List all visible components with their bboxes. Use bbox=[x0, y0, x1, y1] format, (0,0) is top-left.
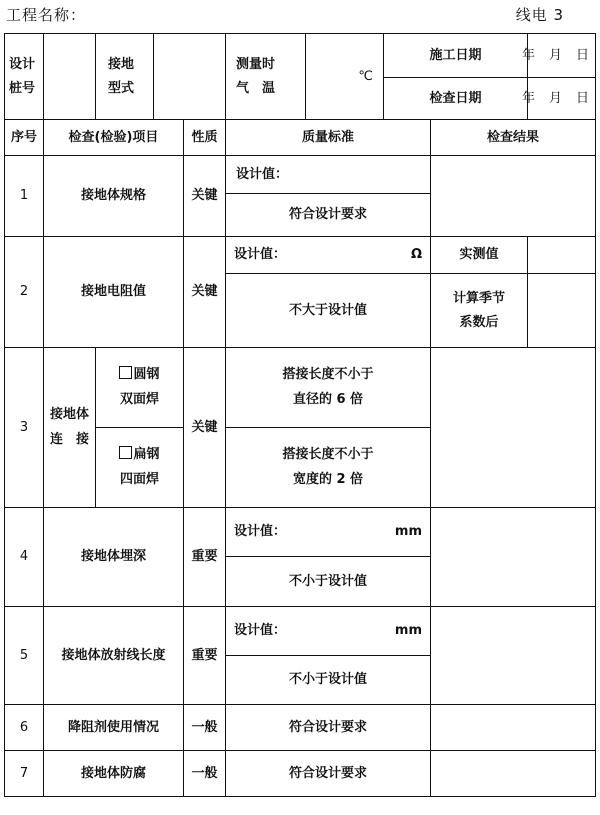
celsius-unit: ℃ bbox=[358, 68, 373, 84]
check-result[interactable] bbox=[431, 508, 596, 607]
check-result[interactable] bbox=[431, 751, 596, 797]
item-nature: 一般 bbox=[184, 705, 226, 751]
row-number: 7 bbox=[5, 751, 44, 797]
inspection-date-value[interactable]: 年 月 日 bbox=[528, 78, 596, 120]
item-name: 接地体防腐 bbox=[44, 751, 184, 797]
item-name: 接地体埋深 bbox=[44, 508, 184, 607]
col-seq: 序号 bbox=[5, 120, 44, 156]
item-nature: 关键 bbox=[184, 156, 226, 237]
item-nature: 重要 bbox=[184, 508, 226, 607]
table-row bbox=[5, 508, 596, 557]
flat-steel-checkbox[interactable] bbox=[119, 446, 132, 459]
table-row bbox=[5, 607, 596, 656]
round-steel-checkbox[interactable] bbox=[119, 366, 132, 379]
check-result[interactable] bbox=[431, 348, 596, 508]
row-number: 5 bbox=[5, 607, 44, 705]
design-value-label: 设计值： bbox=[226, 156, 431, 194]
table-row bbox=[5, 348, 596, 428]
item-nature: 重要 bbox=[184, 607, 226, 705]
quality-standard: 不大于设计值 bbox=[226, 274, 431, 348]
col-result: 检查结果 bbox=[431, 120, 596, 156]
info-row-1 bbox=[5, 34, 596, 78]
row-number: 6 bbox=[5, 705, 44, 751]
item-name: 降阻剂使用情况 bbox=[44, 705, 184, 751]
design-value-label: 设计值： mm bbox=[226, 508, 431, 557]
column-header-row bbox=[5, 120, 596, 156]
ground-type-label: 接地 型式 bbox=[96, 34, 154, 120]
item-name: 接地体放射线长度 bbox=[44, 607, 184, 705]
weather-label: 测量时 气 温 bbox=[226, 34, 306, 120]
table-row bbox=[5, 156, 596, 194]
table-row bbox=[5, 237, 596, 274]
check-result[interactable] bbox=[431, 705, 596, 751]
temperature-value[interactable] bbox=[306, 34, 384, 120]
item-name: 接地体规格 bbox=[44, 156, 184, 237]
quality-standard: 符合设计要求 bbox=[226, 705, 431, 751]
ground-type-value[interactable] bbox=[154, 34, 226, 120]
sub-item-flat-steel: 扁钢 四面焊 bbox=[96, 428, 184, 508]
row-number: 4 bbox=[5, 508, 44, 607]
row-number: 3 bbox=[5, 348, 44, 508]
season-factor-value[interactable] bbox=[528, 274, 596, 348]
design-pile-label: 设计 桩号 bbox=[5, 34, 44, 120]
design-pile-value[interactable] bbox=[44, 34, 96, 120]
table-row bbox=[5, 705, 596, 751]
item-name: 接地体 连 接 bbox=[44, 348, 96, 508]
item-name: 接地电阻值 bbox=[44, 237, 184, 348]
item-nature: 关键 bbox=[184, 237, 226, 348]
col-standard: 质量标准 bbox=[226, 120, 431, 156]
project-name-label: 工程名称： bbox=[6, 6, 87, 24]
design-value-label: 设计值： mm bbox=[226, 607, 431, 656]
quality-standard: 搭接长度不小于 直径的 6 倍 bbox=[226, 348, 431, 428]
item-nature: 关键 bbox=[184, 348, 226, 508]
quality-standard: 搭接长度不小于 宽度的 2 倍 bbox=[226, 428, 431, 508]
mm-unit: mm bbox=[394, 524, 422, 540]
inspection-date-label: 检查日期 bbox=[384, 78, 528, 120]
table-row bbox=[5, 751, 596, 797]
season-factor-label: 计算季节 系数后 bbox=[431, 274, 528, 348]
quality-standard: 符合设计要求 bbox=[226, 751, 431, 797]
ohm-unit: Ω bbox=[410, 247, 422, 263]
sub-item-round-steel: 圆钢 双面焊 bbox=[96, 348, 184, 428]
row-number: 2 bbox=[5, 237, 44, 348]
mm-unit: mm bbox=[394, 623, 422, 639]
quality-standard: 不小于设计值 bbox=[226, 656, 431, 705]
measured-value[interactable] bbox=[528, 237, 596, 274]
quality-standard: 符合设计要求 bbox=[226, 194, 431, 237]
design-value-label: 设计值： Ω bbox=[226, 237, 431, 274]
item-nature: 一般 bbox=[184, 751, 226, 797]
construction-date-label: 施工日期 bbox=[384, 34, 528, 78]
quality-standard: 不小于设计值 bbox=[226, 557, 431, 607]
col-item: 检查(检验)项目 bbox=[44, 120, 184, 156]
check-result[interactable] bbox=[431, 607, 596, 705]
construction-date-value[interactable]: 年 月 日 bbox=[528, 34, 596, 78]
col-nature: 性质 bbox=[184, 120, 226, 156]
grounding-inspection-table bbox=[4, 33, 596, 797]
check-result[interactable] bbox=[431, 156, 596, 237]
measured-value-label: 实测值 bbox=[431, 237, 528, 274]
row-number: 1 bbox=[5, 156, 44, 237]
form-code: 线电 3 bbox=[515, 6, 564, 24]
